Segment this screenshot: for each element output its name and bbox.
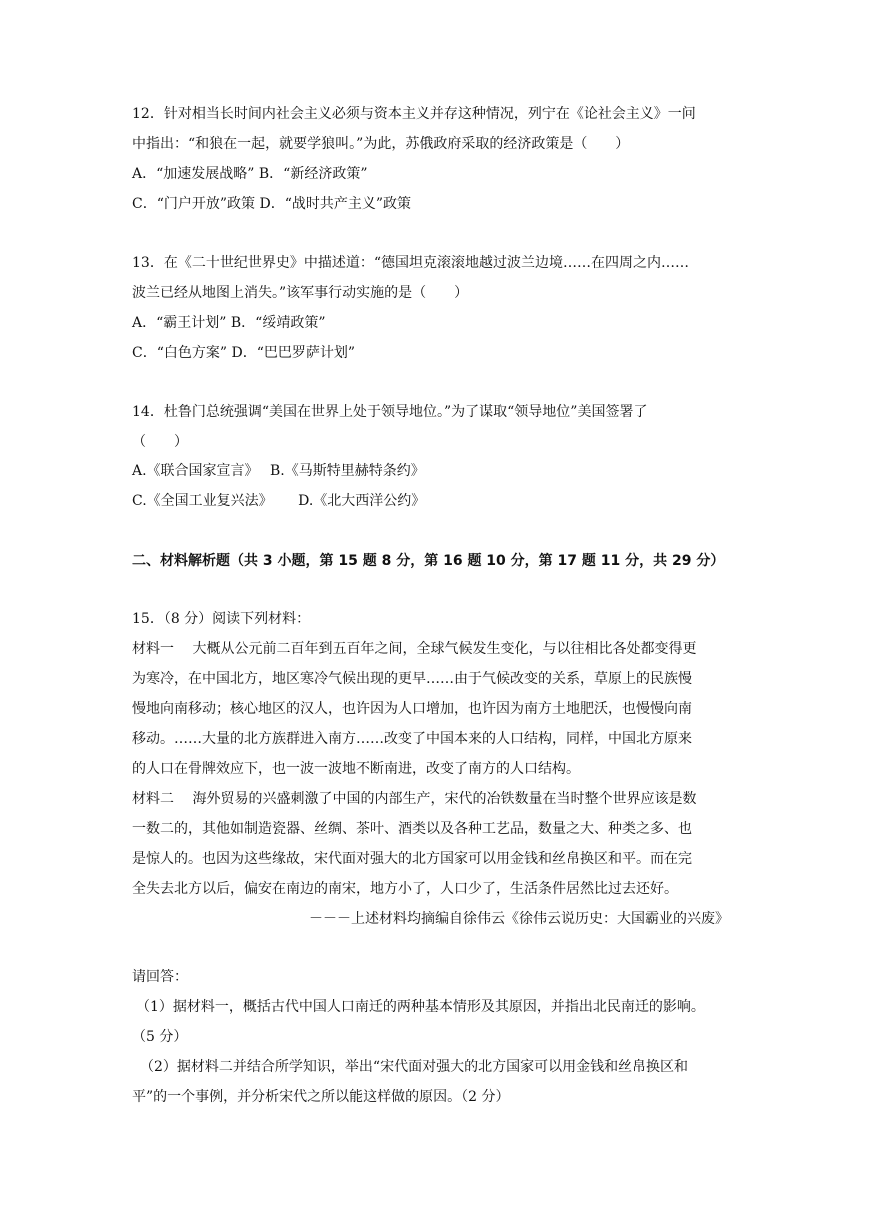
answer-prompt: 请回答：: [132, 969, 188, 985]
material1-line2: 为寒冷，在中国北方，地区寒冷气候出现的更早……由于气候改变的关系，草原上的民族慢: [132, 671, 692, 687]
q13-options-cd: C．“白色方案” D．“巴巴罗萨计划”: [132, 345, 356, 361]
q14-stem-line1: 14．杜鲁门总统强调“美国在世界上处于领导地位。”为了谋取“领导地位”美国签署了: [132, 404, 648, 420]
q12-options-ab: A．“加速发展战略” B．“新经济政策”: [132, 166, 368, 182]
q14-options-ab: A.《联合国家宣言》 B.《马斯特里赫特条约》: [132, 463, 425, 479]
material1-line5: 的人口在骨牌效应下，也一波一波地不断南进，改变了南方的人口结构。: [132, 761, 580, 777]
material2-line4: 全失去北方以后，偏安在南边的南宋，地方小了，人口少了，生活条件居然比过去还好。: [132, 881, 678, 897]
section-heading: 二、材料解析题（共 3 小题，第 15 题 8 分，第 16 题 10 分，第 17 题 11 分，共 29 分）: [132, 553, 725, 569]
q14-stem-line2: （ ）: [132, 434, 188, 450]
material-source: －－－上述材料均摘编自徐伟云《徐伟云说历史：大国霸业的兴废》: [309, 911, 729, 927]
material1-line4: 移动。……大量的北方族群进入南方……改变了中国本来的人口结构，同样，中国北方原来: [132, 731, 692, 747]
q12-stem-line1: 12．针对相当长时间内社会主义必须与资本主义并存这种情况，列宁在《论社会主义》一问: [132, 106, 696, 122]
q13-stem-line2: 波兰已经从地图上消失。”该军事行动实施的是（ ）: [132, 285, 469, 301]
subquestion-2-line2: 平”的一个事例，并分析宋代之所以能这样做的原因。（2 分）: [132, 1089, 510, 1105]
q14-options-cd: C.《全国工业复兴法》 D.《北大西洋公约》: [132, 493, 426, 509]
material1-line3: 慢地向南移动；核心地区的汉人，也许因为人口增加，也许因为南方土地肥沃，也慢慢向南: [132, 701, 692, 717]
q13-stem-line1: 13．在《二十世纪世界史》中描述道：“德国坦克滚滚地越过波兰边境……在四周之内……: [132, 255, 689, 271]
q15-intro: 15．（8 分）阅读下列材料：: [132, 611, 311, 627]
subquestion-1-line2: （5 分）: [132, 1029, 188, 1045]
material2-line1: 材料二 海外贸易的兴盛刺激了中国的内部生产，宋代的冶铁数量在当时整个世界应该是数: [132, 791, 697, 807]
q12-stem-line2: 中指出：“和狼在一起，就要学狼叫。”为此，苏俄政府采取的经济政策是（ ）: [132, 136, 630, 152]
material1-line1: 材料一 大概从公元前二百年到五百年之间，全球气候发生变化，与以往相比各处都变得更: [132, 641, 697, 657]
subquestion-1-line1: （1）据材料一，概括古代中国人口南迁的两种基本情形及其原因，并指出北民南迁的影响。: [136, 999, 705, 1015]
q13-options-ab: A．“霸王计划” B．“绥靖政策”: [132, 315, 326, 331]
material2-line2: 一数二的，其他如制造瓷器、丝绸、茶叶、酒类以及各种工艺品，数量之大、种类之多、也: [132, 821, 692, 837]
material2-line3: 是惊人的。也因为这些缘故，宋代面对强大的北方国家可以用金钱和丝帛换区和平。而在完: [132, 851, 692, 867]
subquestion-2-line1: （2）据材料二并结合所学知识，举出“宋代面对强大的北方国家可以用金钱和丝帛换区和: [140, 1059, 689, 1075]
q12-options-cd: C．“门户开放”政策 D．“战时共产主义”政策: [132, 196, 412, 212]
